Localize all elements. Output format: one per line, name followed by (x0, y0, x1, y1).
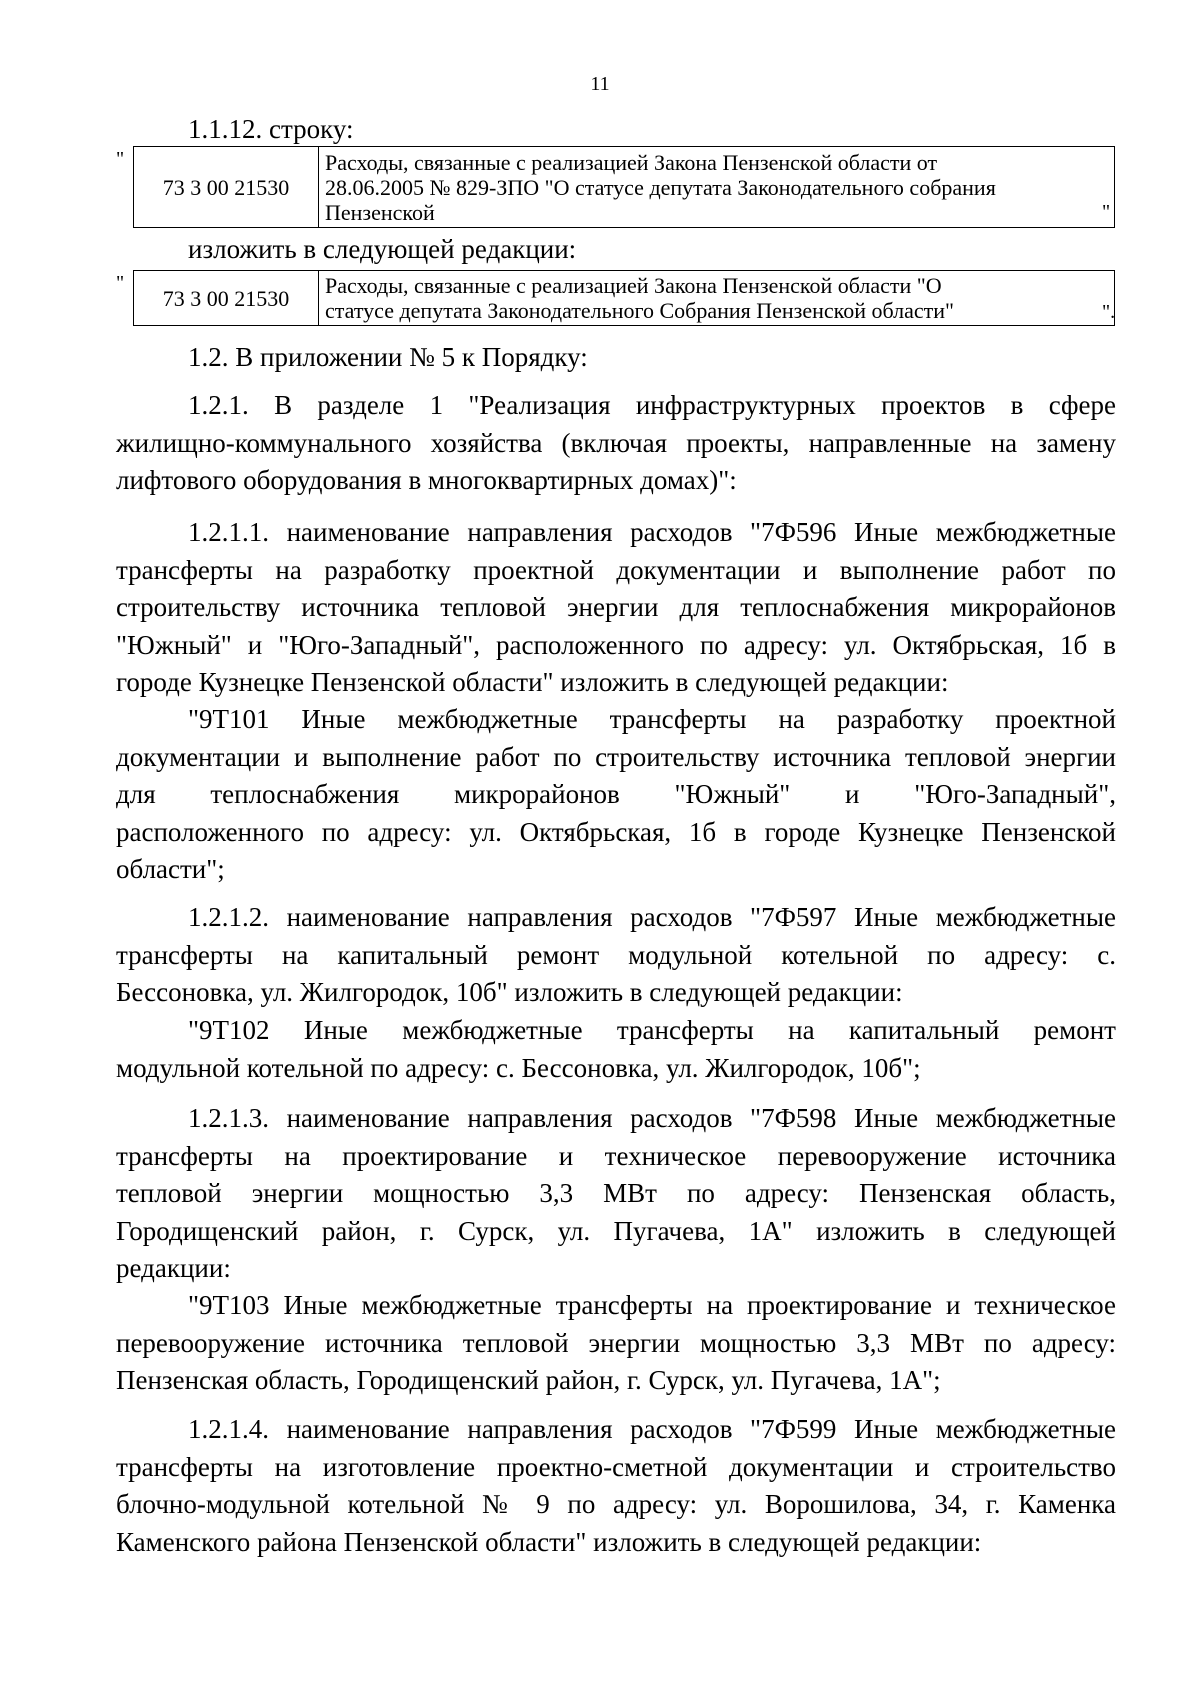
table-row (134, 147, 1115, 228)
paragraph-line: 1.2.1.2. наименование направления расходов "7Ф597 Иные межбюджетные (188, 902, 1116, 932)
section-heading-1-2: 1.2. В приложении № 5 к Порядку: (188, 342, 588, 372)
paragraph-line: Городищенский район, г. Сурск, ул. Пугачева, 1А" изложить в следующей (116, 1215, 1116, 1246)
paragraph-line: городе Кузнецке Пензенской области" изложить в следующей редакции: (116, 667, 949, 697)
paragraph-line: редакции: (116, 1253, 231, 1283)
paragraph-line: 1.2.1.3. наименование направления расходов "7Ф598 Иные межбюджетные (188, 1103, 1116, 1133)
paragraph-1-2-1-3 (116, 1100, 1116, 1288)
table-new-close-quote: ". (1102, 301, 1116, 323)
paragraph-line: модульной котельной по адресу: с. Бессоновка, ул. Жилгородок, 10б"; (116, 1052, 921, 1083)
paragraph-line: Каменского района Пензенской области" изложить в следующей редакции: (116, 1526, 982, 1557)
paragraph-1-2-1-4 (116, 1411, 1116, 1561)
table-new-text-cell (319, 271, 1115, 326)
paragraph-line: 1.2.1. В разделе 1 "Реализация инфраструктурных проектов в сфере (188, 390, 1116, 420)
paragraph-line: 1.2.1.1. наименование направления расходов "7Ф596 Иные межбюджетные (188, 517, 1116, 547)
paragraph-line: строительству источника тепловой энергии для теплоснабжения микрорайонов (116, 592, 1116, 622)
paragraph-line: перевооружение источника тепловой энергии мощностью 3,3 МВт по адресу: (116, 1327, 1116, 1358)
paragraph-line: 1.2.1.4. наименование направления расходов "7Ф599 Иные межбюджетные (188, 1414, 1116, 1444)
table-old-text-line: Расходы, связанные с реализацией Закона Пензенской области от (325, 149, 938, 175)
paragraph-9t103 (116, 1287, 1116, 1400)
paragraph-line: трансферты на изготовление проектно-сметной документации и строительство (116, 1451, 1116, 1482)
table-old-text-line: Пензенской (325, 199, 435, 225)
paragraph-line: Бессоновка, ул. Жилгородок, 10б" изложить в следующей редакции: (116, 977, 903, 1007)
table-old-row (133, 146, 1115, 228)
table-new-text-line: Расходы, связанные с реализацией Закона Пензенской области "О (325, 273, 942, 298)
page-number: 11 (590, 73, 610, 95)
table-new-row (133, 270, 1115, 326)
table-old-text-cell (319, 147, 1115, 228)
paragraph-line: расположенного по адресу: ул. Октябрьская, 1б в городе Кузнецке Пензенской (116, 816, 1116, 847)
paragraph-line: "Южный" и "Юго-Западный", расположенного по адресу: ул. Октябрьская, 1б в (116, 629, 1116, 660)
table-new-text-line: статусе депутата Законодательного Собрания Пензенской области" (325, 298, 955, 323)
replace-heading: изложить в следующей редакции: (188, 234, 577, 264)
paragraph-line: "9Т102 Иные межбюджетные трансферты на капитальный ремонт (188, 1015, 1116, 1045)
paragraph-line: лифтового оборудования в многоквартирных домах)": (116, 465, 737, 495)
table-new-code-cell: 73 3 00 21530 (134, 271, 319, 326)
paragraph-line: трансферты на капитальный ремонт модульной котельной по адресу: с. (116, 939, 1116, 970)
table-old-close-quote: " (1102, 201, 1111, 223)
paragraph-9t102 (116, 1012, 1116, 1087)
paragraph-1-2-1 (116, 387, 1116, 500)
paragraph-line: блочно-модульной котельной № 9 по адресу: ул. Ворошилова, 34, г. Каменка (116, 1489, 1116, 1519)
paragraph-line: документации и выполнение работ по строительству источника тепловой энергии (116, 741, 1116, 772)
paragraph-line: Пензенская область, Городищенский район, г. Сурск, ул. Пугачева, 1А"; (116, 1365, 941, 1395)
paragraph-line: "9Т103 Иные межбюджетные трансферты на проектирование и техническое (188, 1290, 1116, 1320)
paragraph-line: трансферты на разработку проектной документации и выполнение работ по (116, 554, 1116, 585)
paragraph-line: жилищно-коммунального хозяйства (включая проекты, направленные на замену (116, 427, 1116, 458)
table-old-code-cell: 73 3 00 21530 (134, 147, 319, 228)
paragraph-line: трансферты на проектирование и техническое перевооружение источника (116, 1140, 1116, 1171)
paragraph-line: "9Т101 Иные межбюджетные трансферты на разработку проектной (188, 704, 1116, 734)
table-old-text-line: 28.06.2005 № 829-ЗПО "О статусе депутата Законодательного собрания (325, 174, 996, 200)
paragraph-line: области"; (116, 854, 225, 884)
table-old-open-quote: " (116, 148, 125, 170)
table-new-open-quote: " (116, 272, 125, 294)
paragraph-1-2-1-1 (116, 514, 1116, 702)
table-row (134, 271, 1115, 326)
paragraph-line: тепловой энергии мощностью 3,3 МВт по адресу: Пензенская область, (116, 1178, 1116, 1208)
paragraph-9t101 (116, 701, 1116, 889)
paragraph-1-2-1-2 (116, 899, 1116, 1012)
paragraph-line: для теплоснабжения микрорайонов "Южный" и "Юго-Западный", (116, 779, 1116, 809)
section-heading-1-1-12: 1.1.12. строку: (188, 114, 354, 144)
